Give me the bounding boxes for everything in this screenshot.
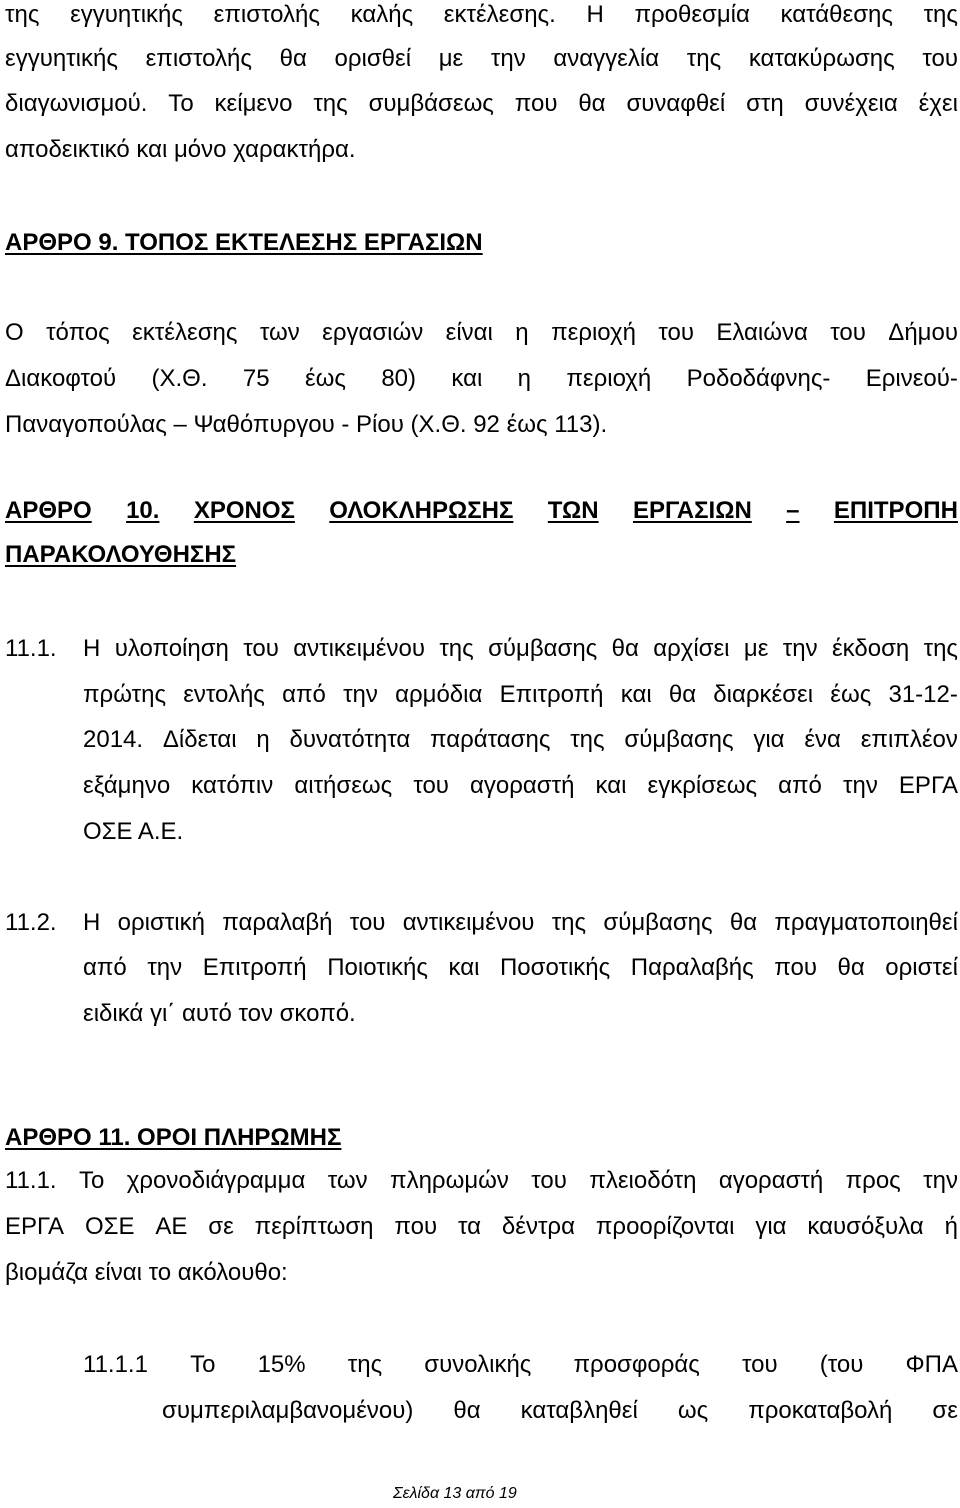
word: την (343, 681, 378, 708)
intro-line-2 (5, 44, 958, 74)
word: του (830, 319, 866, 346)
word: ή (944, 1213, 958, 1240)
word: σύμβασης (603, 909, 713, 936)
word: Ο (5, 319, 24, 346)
p11-1-line-5: ΟΣΕ Α.Ε. (83, 818, 184, 845)
word: κατακύρωσης (748, 45, 895, 72)
article-11-line-1 (5, 1166, 958, 1196)
word: η (515, 319, 529, 346)
word: θα (279, 45, 307, 72)
word: συμβάσεως (368, 90, 494, 117)
word: 11.1. (5, 1167, 57, 1194)
word: του (243, 635, 279, 662)
word: πλειοδότη (589, 1167, 697, 1194)
word: προκαταβολή (748, 1397, 893, 1424)
p11-2-line-2 (83, 953, 958, 983)
word: Η (83, 909, 101, 936)
article-11-heading: ΑΡΘΡΟ 11. ΟΡΟΙ ΠΛΗΡΩΜΗΣ (5, 1124, 342, 1151)
word: προθεσμία (634, 1, 750, 28)
justified-words (83, 908, 958, 938)
word: προσφοράς (573, 1351, 700, 1378)
word: ΟΣΕ (84, 1213, 135, 1240)
word: Δίδεται (162, 726, 237, 753)
word: Διακοφτού (5, 365, 117, 392)
word: επιπλέον (860, 726, 958, 753)
word: από (282, 681, 326, 708)
word: για (755, 1213, 787, 1240)
word: που (514, 90, 558, 117)
p11-1-line-4 (83, 771, 958, 801)
word: χρονοδιάγραμμα (126, 1167, 306, 1194)
justified-words (5, 1212, 958, 1242)
word: Το (168, 90, 194, 117)
word: θα (729, 909, 758, 936)
word: εγγυητικής (70, 1, 183, 28)
page-number-footer: Σελίδα 13 από 19 (393, 1485, 517, 1502)
word: του (922, 45, 958, 72)
article-11-line-3: βιομάζα είναι το ακόλουθο: (5, 1259, 288, 1286)
word: ΕΠΙΤΡΟΠΗ (833, 497, 958, 524)
article-9-line-1 (5, 318, 958, 348)
word: (Χ.Θ. (151, 365, 208, 392)
justified-words (162, 1396, 958, 1426)
word: πρώτης (83, 681, 167, 708)
word: 2014. (83, 726, 144, 753)
intro-line-3 (5, 89, 958, 119)
word: ΑΡΘΡΟ (5, 497, 92, 524)
p11-1-line-2 (83, 680, 958, 710)
word: – (786, 497, 800, 524)
word: της (570, 726, 605, 753)
article-10-heading-line-2: ΠΑΡΑΚΟΛΟΥΘΗΣΗΣ (5, 541, 237, 568)
justified-words (5, 1166, 958, 1196)
justified-words (5, 364, 958, 394)
word: την (923, 1167, 958, 1194)
justified-words (5, 44, 958, 74)
word: διαγωνισμού. (5, 90, 148, 117)
word: περίπτωση (254, 1213, 374, 1240)
word: εξάμηνο (83, 772, 171, 799)
word: εκτέλεσης (132, 319, 238, 346)
word: Ελαιώνα (716, 319, 808, 346)
word: 11.1.1 (83, 1351, 148, 1378)
justified-words (83, 725, 958, 755)
word: περιοχή (566, 365, 652, 392)
word: τόπος (46, 319, 110, 346)
word: θα (453, 1397, 481, 1424)
word: ΤΩΝ (547, 497, 599, 524)
word: της (439, 635, 474, 662)
word: 10. (126, 497, 160, 524)
word: της (5, 1, 40, 28)
word: τα (457, 1213, 481, 1240)
article-9-line-2 (5, 364, 958, 394)
intro-line-1 (5, 0, 958, 30)
justified-words (5, 89, 958, 119)
word: και (620, 681, 652, 708)
word: ΕΡΓΑ (898, 772, 958, 799)
justified-words (83, 680, 958, 710)
word: του (658, 319, 694, 346)
word: εγκρίσεως (647, 772, 758, 799)
word: της (923, 1, 958, 28)
word: σε (208, 1213, 234, 1240)
word: με (743, 635, 769, 662)
word: της (551, 909, 587, 936)
word: Το (190, 1351, 216, 1378)
p11-1-line-1 (83, 634, 958, 664)
word: Ερινεού- (865, 365, 958, 392)
word: 80) (381, 365, 416, 392)
word: πραγματοποιηθεί (774, 909, 958, 936)
word: έχει (918, 90, 958, 117)
word: προς (845, 1167, 901, 1194)
word: του (741, 1351, 778, 1378)
p11-1-line-3 (83, 725, 958, 755)
article-9-line-3: Παναγοπούλας – Ψαθόπυργου - Ρίου (Χ.Θ. 92 έως 113). (5, 411, 608, 438)
word: καυσόξυλα (807, 1213, 924, 1240)
word: και (448, 954, 480, 981)
word: και (595, 772, 627, 799)
word: Δήμου (888, 319, 958, 346)
word: ΧΡΟΝΟΣ (193, 497, 295, 524)
word: ορισθεί (334, 45, 412, 72)
word: με (438, 45, 464, 72)
word: ΕΡΓΑ (5, 1213, 65, 1240)
word: καταβληθεί (520, 1397, 638, 1424)
word: επιστολής (213, 1, 320, 28)
word: 75 (242, 365, 270, 392)
justified-words (83, 634, 958, 664)
word: της (686, 45, 722, 72)
word: ΕΡΓΑΣΙΩΝ (632, 497, 752, 524)
word: αντικειμένου (293, 635, 425, 662)
word: εκτέλεσης. (443, 1, 556, 28)
word: Ποιοτικής (327, 954, 428, 981)
justified-words (83, 771, 958, 801)
article-11-line-2 (5, 1212, 958, 1242)
word: θα (578, 90, 606, 117)
word: επιστολής (145, 45, 252, 72)
word: θα (837, 954, 865, 981)
word: την (843, 772, 878, 799)
word: αντικειμένου (402, 909, 535, 936)
word: ένα (804, 726, 841, 753)
word: αρχίσει (653, 635, 730, 662)
paragraph-number-11-1: 11.1. (5, 635, 57, 662)
word: εγγυητικής (5, 45, 118, 72)
justified-words (5, 496, 958, 526)
word: η (256, 726, 270, 753)
word: (του (819, 1351, 864, 1378)
word: κείμενο (214, 90, 293, 117)
word: 31-12- (888, 681, 958, 708)
justified-words (83, 953, 958, 983)
word: παραλαβή (222, 909, 333, 936)
justified-words (83, 1350, 958, 1380)
word: είναι (445, 319, 493, 346)
word: συναφθεί (626, 90, 726, 117)
word: Επιτροπή (499, 681, 604, 708)
word: του (413, 772, 449, 799)
word: της (923, 635, 958, 662)
word: διαρκέσει (713, 681, 814, 708)
word: έκδοση (831, 635, 910, 662)
word: αιτήσεως (294, 772, 393, 799)
word: οριστεί (885, 954, 958, 981)
word: δυνατότητα (289, 726, 411, 753)
word: Παραλαβής (630, 954, 754, 981)
paragraph-number-11-2: 11.2. (5, 909, 57, 936)
word: της (347, 1351, 383, 1378)
word: κατάθεσης (780, 1, 893, 28)
word: ΦΠΑ (905, 1351, 958, 1378)
word: την (147, 954, 183, 981)
p11-2-line-1 (83, 908, 958, 938)
word: την (782, 635, 818, 662)
word: αναγγελία (553, 45, 660, 72)
word: αγοραστή (718, 1167, 824, 1194)
word: Η (83, 635, 101, 662)
word: Επιτροπή (202, 954, 307, 981)
word: προορίζονται (595, 1213, 735, 1240)
sub-11-1-1-line-2 (162, 1396, 958, 1426)
word: περιοχή (551, 319, 636, 346)
justified-words (5, 0, 958, 30)
word: Η (586, 1, 604, 28)
word: σε (932, 1397, 958, 1424)
word: του (531, 1167, 567, 1194)
word: παράτασης (430, 726, 551, 753)
word: καλής (350, 1, 414, 28)
article-9-heading: ΑΡΘΡΟ 9. ΤΟΠΟΣ ΕΚΤΕΛΕΣΗΣ ΕΡΓΑΣΙΩΝ (5, 229, 483, 256)
word: αρμόδια (395, 681, 483, 708)
word: ΟΛΟΚΛΗΡΩΣΗΣ (329, 497, 514, 524)
word: σύμβασης (624, 726, 734, 753)
word: που (774, 954, 817, 981)
word: δέντρα (501, 1213, 575, 1240)
word: των (259, 319, 300, 346)
word: εντολής (183, 681, 265, 708)
word: που (394, 1213, 438, 1240)
word: Ροδοδάφνης- (686, 365, 831, 392)
word: εργασιών (322, 319, 424, 346)
word: έως (304, 365, 346, 392)
word: των (327, 1167, 368, 1194)
word: και (451, 365, 483, 392)
intro-line-4: αποδεικτικό και μόνο χαρακτήρα. (5, 136, 356, 163)
word: σύμβασης (488, 635, 598, 662)
p11-2-line-3: ειδικά γι΄ αυτό τον σκοπό. (83, 1000, 356, 1027)
word: στη (746, 90, 784, 117)
word: για (753, 726, 785, 753)
word: ως (677, 1397, 709, 1424)
word: του (349, 909, 386, 936)
word: την (490, 45, 526, 72)
article-10-heading-line-1 (5, 496, 958, 526)
word: συνολικής (424, 1351, 532, 1378)
word: Το (79, 1167, 105, 1194)
word: η (517, 365, 531, 392)
word: πληρωμών (390, 1167, 509, 1194)
word: αγοραστή (470, 772, 575, 799)
justified-words (5, 318, 958, 348)
word: συμπεριλαμβανομένου) (162, 1397, 414, 1424)
word: ΑΕ (155, 1213, 188, 1240)
word: της (313, 90, 348, 117)
word: από (778, 772, 822, 799)
word: από (83, 954, 127, 981)
word: έως (830, 681, 872, 708)
word: συνέχεια (804, 90, 898, 117)
word: κατόπιν (191, 772, 274, 799)
word: θα (668, 681, 697, 708)
sub-11-1-1-line-1 (83, 1350, 958, 1380)
word: Ποσοτικής (499, 954, 611, 981)
word: οριστική (117, 909, 205, 936)
word: 15% (257, 1351, 306, 1378)
word: υλοποίηση (114, 635, 229, 662)
word: θα (611, 635, 639, 662)
